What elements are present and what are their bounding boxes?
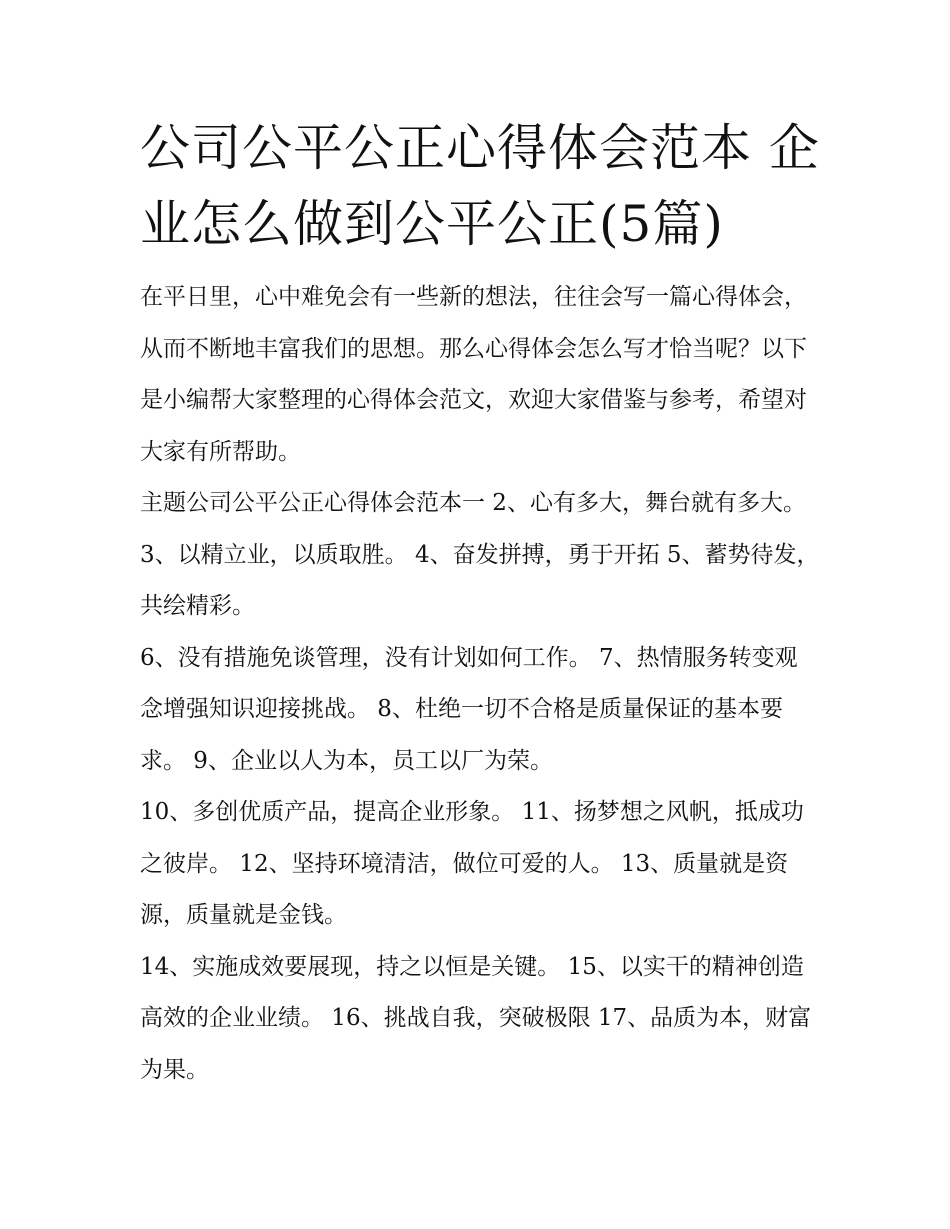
paragraph-slogans-4: 14、实施成效要展现，持之以恒是关键。 15、以实干的精神创造高效的企业业绩。 16、挑战自我，突破极限 17、品质为本，财富为果。 — [140, 953, 812, 1083]
paragraph-intro: 在平日里，心中难免会有一些新的想法，往往会写一篇心得体会，从而不断地丰富我们的思想。那么心得体会怎么写才恰当呢？以下是小编帮大家整理的心得体会范文，欢迎大家借鉴与参考，希望对大家有所帮助。 — [140, 284, 807, 465]
paragraph-slogans-3: 10、多创优质产品，提高企业形象。 11、扬梦想之风帆，抵成功之彼岸。 12、坚持环境清洁，做位可爱的人。 13、质量就是资源，质量就是金钱。 — [140, 799, 804, 928]
paragraph-slogans-1: 主题公司公平公正心得体会范本一 2、心有多大，舞台就有多大。 3、以精立业，以质取胜。 4、奋发拼搏，勇于开拓 5、蓄势待发，共绘精彩。 — [140, 490, 820, 619]
document-body — [140, 110, 820, 1096]
paragraph-slogans-2: 6、没有措施免谈管理，没有计划如何工作。 7、热情服务转变观念增强知识迎接挑战。 8、杜绝一切不合格是质量保证的基本要求。 9、企业以人为本，员工以厂为荣。 — [140, 644, 798, 774]
document-title: 公司公平公正心得体会范本 企业怎么做到公平公正(5篇) — [140, 119, 820, 253]
